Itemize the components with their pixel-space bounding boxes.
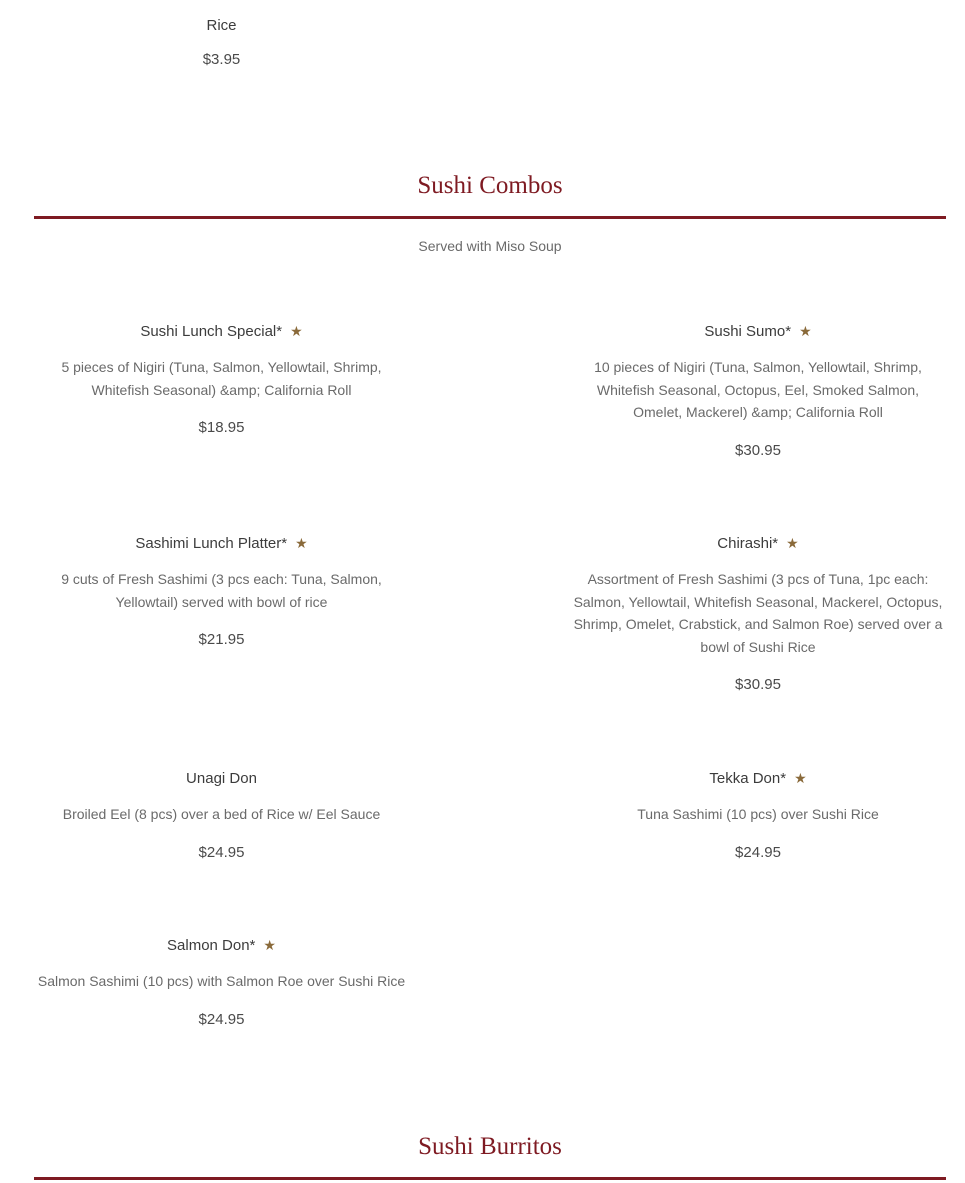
star-icon: ★	[263, 938, 276, 954]
item-name: Unagi Don	[186, 770, 257, 787]
menu-item-sushi-lunch-special	[34, 322, 409, 438]
star-icon: ★	[799, 324, 812, 340]
item-description: 10 pieces of Nigiri (Tuna, Salmon, Yellowtail, Shrimp, Whitefish Seasonal, Octopus, Eel, Smoked Salmon, Omelet, Mackerel) &amp; California Roll	[594, 359, 922, 420]
menu-item-salmon-don	[34, 936, 409, 1030]
item-price: $30.95	[735, 676, 781, 693]
item-description: Assortment of Fresh Sashimi (3 pcs of Tuna, 1pc each: Salmon, Yellowtail, Whitefish Seasonal, Mackerel, Octopus, Shrimp, Omelet, Crabstick, and Salmon Roe) served over a bowl of Sushi Rice	[573, 571, 943, 655]
star-icon: ★	[786, 536, 799, 552]
item-price: $18.95	[198, 419, 245, 436]
item-price: $24.95	[735, 843, 781, 861]
item-name: Sushi Sumo*	[704, 323, 792, 340]
item-price: $24.95	[198, 1010, 245, 1028]
item-description: 5 pieces of Nigiri (Tuna, Salmon, Yellowtail, Shrimp, Whitefish Seasonal) &amp; California Roll	[61, 359, 382, 398]
item-description: Tuna Sashimi (10 pcs) over Sushi Rice	[637, 806, 879, 822]
star-icon: ★	[290, 324, 303, 340]
item-price: $21.95	[198, 631, 245, 648]
menu-item-prev	[34, 16, 409, 36]
item-name: Tekka Don*	[709, 770, 787, 787]
menu-item-chirashi	[570, 534, 946, 695]
item-price: $24.95	[198, 843, 245, 861]
section-title-sushi-combos: Sushi Combos	[417, 172, 563, 199]
item-name: Sashimi Lunch Platter*	[135, 535, 288, 552]
item-name: Sushi Lunch Special*	[140, 323, 283, 340]
menu-item-sashimi-lunch-platter	[34, 534, 409, 650]
item-name: Rice	[206, 17, 237, 34]
star-icon: ★	[295, 536, 308, 552]
item-description: Salmon Sashimi (10 pcs) with Salmon Roe over Sushi Rice	[37, 973, 406, 989]
item-name: Salmon Don*	[167, 937, 256, 954]
section-divider	[34, 216, 946, 219]
star-icon: ★	[794, 771, 807, 787]
section-title-sushi-burritos: Sushi Burritos	[418, 1133, 562, 1160]
menu-item-prev-price-wrap	[34, 50, 409, 70]
item-name: Chirashi*	[717, 535, 779, 552]
section-divider	[34, 1177, 946, 1180]
item-price: $3.95	[202, 51, 241, 68]
menu-item-unagi-don	[34, 769, 409, 863]
item-description: 9 cuts of Fresh Sashimi (3 pcs each: Tuna, Salmon, Yellowtail) served with bowl of rice	[61, 571, 382, 610]
item-description: Broiled Eel (8 pcs) over a bed of Rice w/ Eel Sauce	[62, 806, 381, 822]
section-subtitle: Served with Miso Soup	[418, 238, 562, 254]
menu-item-tekka-don	[570, 769, 946, 863]
menu-item-sushi-sumo	[570, 322, 946, 461]
item-price: $30.95	[735, 441, 781, 459]
